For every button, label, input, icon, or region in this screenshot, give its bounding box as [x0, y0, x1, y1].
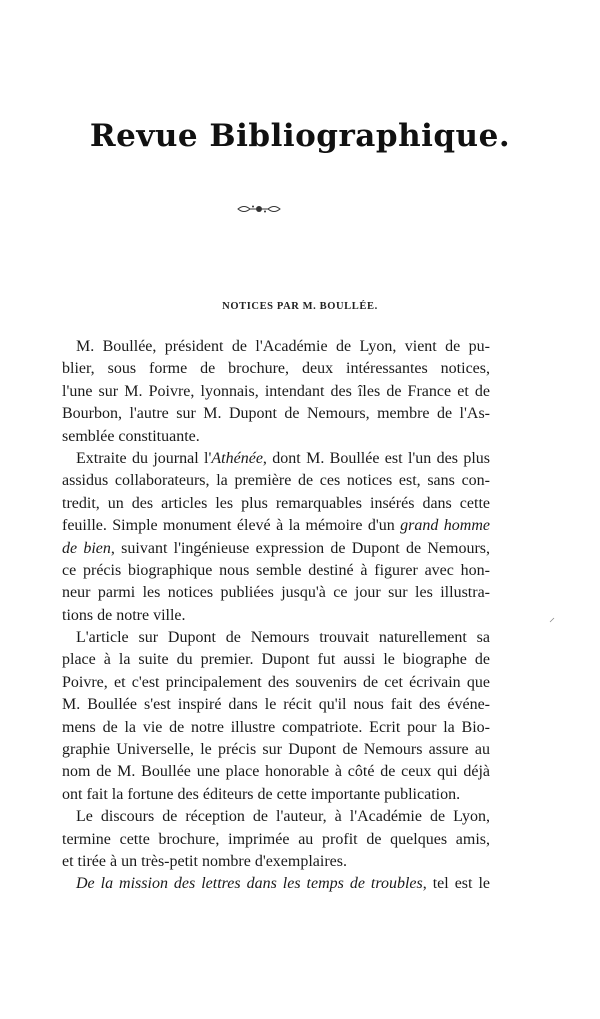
text-line — [62, 358, 490, 380]
text-line — [62, 605, 490, 627]
text-line-content: place à la suite du premier. Dupont fut aussi le biographe de — [62, 651, 490, 669]
italic-text: grand homme — [400, 517, 490, 535]
text-line — [62, 694, 490, 716]
text-line-content: Extraite du journal l' — [76, 449, 212, 467]
text-line — [62, 717, 490, 739]
text-line-content: et tirée à un très-petit nombre d'exemplaires. — [62, 852, 347, 870]
text-line — [62, 873, 490, 895]
text-line-content: M. Boullée, président de l'Académie de Lyon, vient de pu- — [76, 338, 490, 355]
text-line — [62, 806, 490, 828]
text-line-content: feuille. Simple monument élevé à la mémoire d'un — [62, 517, 401, 535]
text-line-content: Poivre, et c'est principalement des souvenirs de cet écrivain que — [62, 673, 490, 691]
margin-mark-icon — [549, 617, 555, 623]
text-line — [62, 403, 490, 425]
italic-text: Athénée — [211, 449, 263, 467]
text-line-content: blier, sous forme de brochure, deux intéressantes notices, — [62, 360, 490, 378]
text-line-content: , tel est le — [422, 875, 490, 893]
text-line — [62, 582, 490, 604]
text-line — [62, 381, 490, 403]
text-line-content: neur parmi les notices publiées jusqu'à ce jour sur les illustra- — [62, 584, 490, 602]
page-title: Revue Bibliographique. — [89, 118, 511, 154]
text-line-content: l'une sur M. Poivre, lyonnais, intendant des îles de France et de — [62, 382, 490, 400]
text-line — [62, 627, 490, 649]
text-line-content: , suivant l'ingénieuse expression de Dupont de Nemours, — [110, 539, 490, 557]
text-line-content: M. Boullée s'est inspiré dans le récit qu'il nous fait des événe- — [62, 696, 490, 714]
text-line — [62, 470, 490, 492]
text-line — [62, 426, 490, 448]
text-line-content: tredit, un des articles les plus remarquables insérés dans cette — [62, 494, 490, 512]
text-line-content: graphie Universelle, le précis sur Dupont de Nemours assure au — [62, 741, 490, 759]
italic-text: de bien — [62, 539, 111, 557]
text-line — [62, 851, 490, 873]
text-line — [62, 336, 490, 358]
text-line — [62, 829, 490, 851]
text-line-content: assidus collaborateurs, la première de ces notices est, sans con- — [62, 472, 490, 490]
text-line-content: semblée constituante. — [62, 427, 200, 445]
text-line — [62, 538, 490, 560]
text-line-content: mens de la vie de notre illustre compatriote. Ecrit pour la Bio- — [62, 718, 490, 736]
body-text — [62, 336, 490, 896]
text-line-content: termine cette brochure, imprimée au profit de quelques amis, — [62, 830, 490, 848]
text-line — [62, 784, 490, 806]
text-line-content: ont fait la fortune des éditeurs de cette importante publication. — [62, 785, 461, 803]
italic-text: De la mission des lettres dans les temps de troubles — [76, 875, 423, 893]
text-line — [62, 672, 490, 694]
text-line-content: nom de M. Boullée une place honorable à côté de ceux qui déjà — [62, 763, 490, 781]
text-line-content: L'article sur Dupont de Nemours trouvait naturellement sa — [76, 629, 490, 647]
text-line-content: ce précis biographique nous semble destiné à figurer avec hon- — [62, 561, 490, 579]
text-line — [62, 761, 490, 783]
text-line — [62, 560, 490, 582]
text-line-content: , dont M. Boullée est l'un des plus — [262, 449, 490, 467]
section-subtitle: NOTICES PAR M. BOULLÉE. — [222, 301, 378, 312]
text-line — [62, 493, 490, 515]
text-line-content: Le discours de réception de l'auteur, à l'Académie de Lyon, — [76, 808, 490, 826]
text-line — [62, 515, 490, 537]
text-line — [62, 649, 490, 671]
text-line-content: Bourbon, l'autre sur M. Dupont de Nemours, membre de l'As- — [62, 405, 490, 423]
ornament-icon — [236, 203, 282, 215]
text-line — [62, 448, 490, 470]
text-line — [62, 739, 490, 761]
text-line-content: tions de notre ville. — [62, 606, 186, 624]
